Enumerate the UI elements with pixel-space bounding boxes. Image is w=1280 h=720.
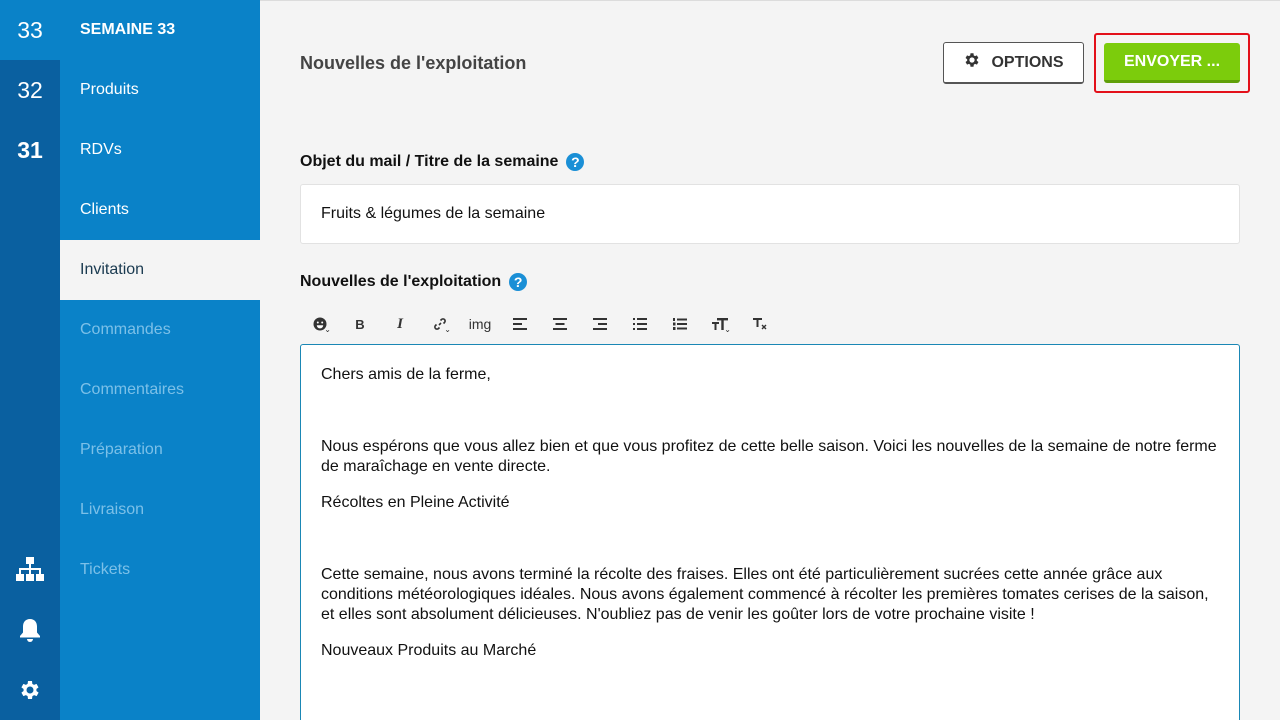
options-label: OPTIONS xyxy=(991,53,1064,71)
body-editor[interactable] xyxy=(300,344,1240,720)
editor-blank-line xyxy=(321,401,1219,437)
subject-input[interactable] xyxy=(300,184,1240,244)
sidebar-item-livraison: Livraison xyxy=(80,501,145,518)
subject-label-text: Objet du mail / Titre de la semaine xyxy=(300,153,559,170)
help-icon[interactable]: ? xyxy=(509,273,527,291)
italic-button[interactable]: I xyxy=(397,315,403,332)
sidebar-item-tickets: Tickets xyxy=(80,561,131,578)
sidebar-item-rdvs[interactable]: RDVs xyxy=(80,141,122,158)
image-button[interactable]: img xyxy=(468,316,492,332)
editor-paragraph: Nous espérons que vous allez bien et que vous profitez de cette belle saison. Voici les nouvelles de la semaine de notre ferme de maraîchage en vente directe. xyxy=(321,438,1217,475)
editor-paragraph: Chers amis de la ferme, xyxy=(321,366,491,383)
sidebar-item-commentaires: Commentaires xyxy=(80,381,185,398)
sidebar-item-commandes: Commandes xyxy=(80,321,171,338)
gear-icon[interactable] xyxy=(0,660,60,720)
sidebar-title: SEMAINE 33 xyxy=(80,21,176,38)
bullet-list-icon[interactable] xyxy=(620,308,660,340)
editor-toolbar xyxy=(300,308,780,340)
editor-paragraph: Nouveaux Produits au Marché xyxy=(321,642,537,659)
main-content xyxy=(260,0,1280,720)
week-31[interactable]: 31 xyxy=(17,136,43,163)
editor-paragraph: Cette semaine, nous avons terminé la récolte des fraises. Elles ont été particulièrement sucrées cette année grâce aux conditions météorologiques idéales. Nous avons également commencé à récolter les premières tomates cerises de la saison, et elles sont absolument délicieuses. N'oubliez pas de venir les goûter lors de votre prochaine visite ! xyxy=(321,566,1209,623)
align-center-icon[interactable] xyxy=(540,308,580,340)
week-33[interactable]: 33 xyxy=(0,0,60,60)
link-icon[interactable]: ⌄ xyxy=(420,308,460,340)
send-button[interactable]: ENVOYER ... xyxy=(1104,43,1240,83)
align-right-icon[interactable] xyxy=(580,308,620,340)
bell-icon[interactable] xyxy=(0,600,60,660)
sitemap-icon[interactable] xyxy=(0,540,60,600)
sidebar-item-preparation: Préparation xyxy=(80,441,163,458)
bold-button[interactable]: B xyxy=(355,316,365,332)
sidebar-item-invitation[interactable]: Invitation xyxy=(60,240,260,300)
options-button[interactable] xyxy=(943,42,1084,84)
editor-paragraph: Récoltes en Pleine Activité xyxy=(321,494,510,511)
gear-icon xyxy=(963,51,981,74)
week-rail xyxy=(0,0,60,720)
sidebar-item-clients[interactable]: Clients xyxy=(80,201,129,218)
body-label-text: Nouvelles de l'exploitation xyxy=(300,273,502,290)
body-label xyxy=(300,273,527,291)
editor-blank-line xyxy=(321,529,1219,565)
subject-label xyxy=(300,153,584,171)
sidebar xyxy=(60,0,260,720)
numbered-list-icon[interactable] xyxy=(660,308,700,340)
sidebar-item-produits[interactable]: Produits xyxy=(80,81,139,98)
text-size-icon[interactable]: ⌄ xyxy=(700,308,740,340)
align-left-icon[interactable] xyxy=(500,308,540,340)
week-32[interactable]: 32 xyxy=(17,76,43,103)
emoji-icon[interactable]: ⌄ xyxy=(300,308,340,340)
page-title: Nouvelles de l'exploitation xyxy=(300,53,527,73)
clear-format-icon[interactable] xyxy=(740,308,780,340)
help-icon[interactable]: ? xyxy=(566,153,584,171)
